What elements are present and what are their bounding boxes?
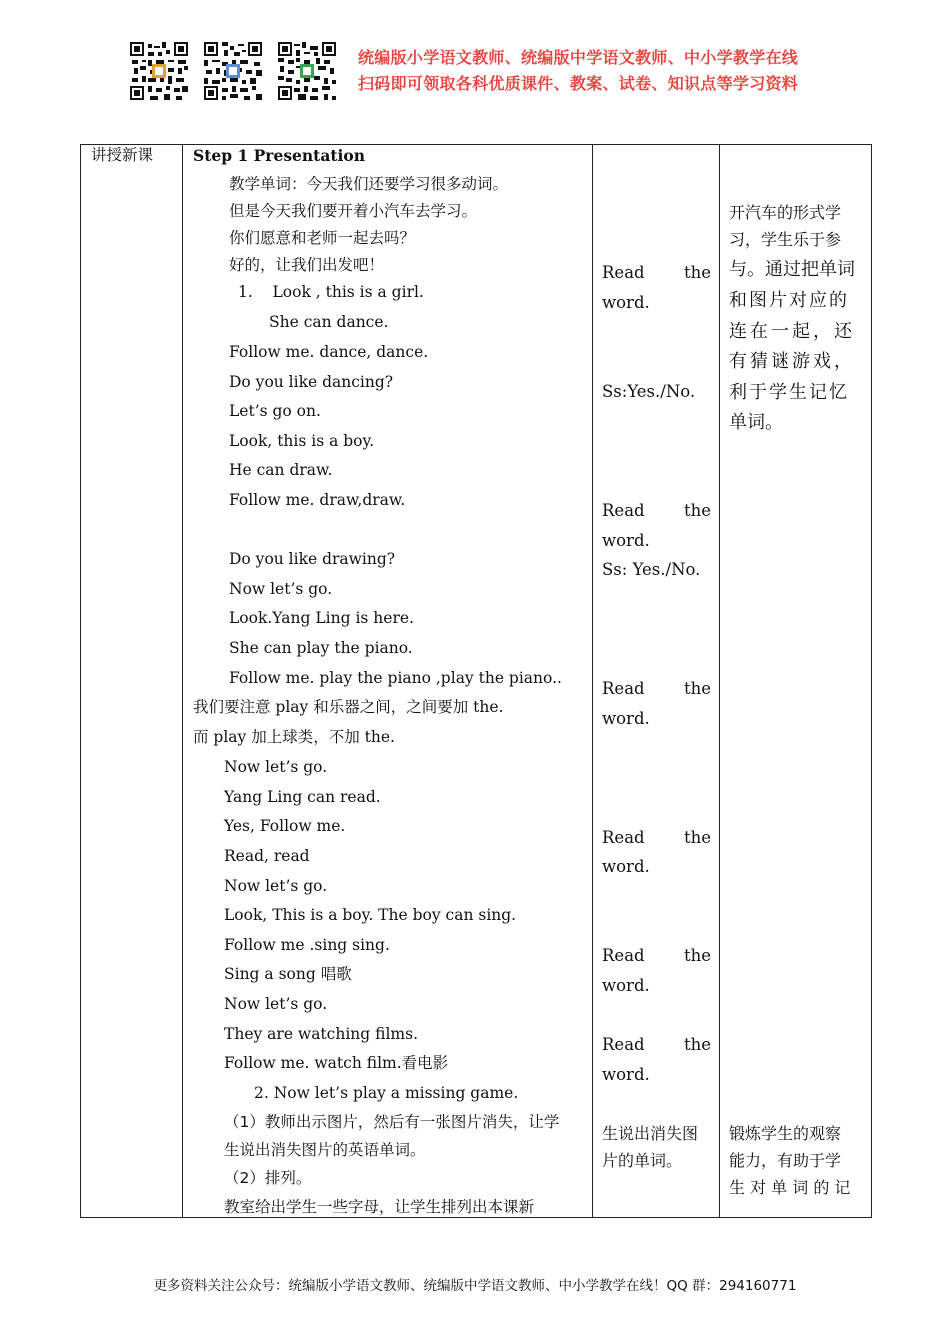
- section-label: 讲授新课: [91, 146, 154, 164]
- qr-code-icon[interactable]: [130, 42, 188, 100]
- teaching-line: Look, this is a boy.: [229, 432, 375, 450]
- activity-word: word.: [602, 531, 650, 550]
- teaching-line: 但是今天我们要开着小汽车去学习。: [229, 202, 478, 220]
- teaching-line: Now let’s go.: [224, 877, 328, 895]
- teaching-line: Follow me .sing sing.: [224, 936, 390, 954]
- teaching-line: Yang Ling can read.: [224, 788, 381, 806]
- teaching-line: 而 play 加上球类，不加 the.: [193, 728, 395, 746]
- activity-text: Read: [602, 501, 645, 520]
- qr-code-icon[interactable]: [204, 42, 262, 100]
- intent-line: 有猜谜游戏，: [729, 351, 855, 372]
- activity-text: Read: [602, 263, 645, 282]
- teaching-line: Follow me. play the piano ,play the piano..: [229, 669, 562, 687]
- intent-line: 和图片对应的: [729, 290, 849, 311]
- teaching-line: 教学单词：今天我们还要学习很多动词。: [229, 175, 509, 193]
- activity-missing-2: 片的单词。: [602, 1151, 683, 1170]
- teaching-line: （2）排列。: [224, 1169, 312, 1187]
- activity-text: the: [683, 828, 711, 847]
- teaching-line: 你们愿意和老师一起去吗？: [229, 229, 416, 247]
- activity-word: word.: [602, 293, 650, 312]
- intent-line: 利于学生记忆: [729, 382, 849, 403]
- activity-read-the: [602, 263, 711, 283]
- section-cell: [81, 145, 183, 1218]
- teaching-line: Now let’s go.: [224, 995, 328, 1013]
- activity-read-the: [602, 501, 711, 521]
- intent-line: 锻炼学生的观察: [729, 1124, 842, 1143]
- teaching-line: Follow me. dance, dance.: [229, 343, 429, 361]
- teaching-line: 1. Look , this is a girl.: [238, 283, 424, 301]
- activity-text: the: [683, 679, 711, 698]
- teaching-content-cell: [183, 145, 593, 1218]
- activity-text: Read: [602, 1035, 645, 1054]
- teaching-line: She can play the piano.: [229, 639, 413, 657]
- activity-text: the: [683, 501, 711, 520]
- table-row: [81, 145, 872, 1218]
- intent-line: 生 对 单 词 的 记: [729, 1178, 851, 1197]
- teaching-line: Let’s go on.: [229, 402, 321, 420]
- activity-text: the: [683, 946, 711, 965]
- activity-read-the: [602, 679, 711, 699]
- teaching-line: Do you like drawing?: [229, 550, 396, 568]
- activity-read-the: [602, 946, 711, 966]
- activity-ss-yes-no: Ss:Yes./No.: [602, 382, 696, 401]
- banner-line-1: 统编版小学语文教师、统编版中学语文教师、中小学教学在线: [358, 48, 799, 67]
- intent-line: 习，学生乐于参: [729, 230, 842, 249]
- activity-ss-yes-no: Ss: Yes./No.: [602, 560, 701, 579]
- activity-read-the: [602, 828, 711, 848]
- activity-word: word.: [602, 709, 650, 728]
- teaching-line: Follow me. draw,draw.: [229, 491, 406, 509]
- activity-word: word.: [602, 976, 650, 995]
- intent-line: 能力，有助于学: [729, 1151, 842, 1170]
- activity-text: Read: [602, 828, 645, 847]
- teaching-line: Now let’s go.: [224, 758, 328, 776]
- activity-missing-1: 生说出消失图: [602, 1124, 699, 1143]
- student-activity-cell: [593, 145, 720, 1218]
- qr-code-3-icon: [278, 42, 336, 100]
- teaching-line: Sing a song 唱歌: [224, 965, 352, 983]
- activity-read-the: [602, 1035, 711, 1055]
- teaching-line: Look, This is a boy. The boy can sing.: [224, 906, 517, 924]
- teaching-line: 生说出消失图片的英语单词。: [224, 1141, 426, 1159]
- qr-code-2-icon: [204, 42, 262, 100]
- teaching-line: 好的，让我们出发吧！: [229, 256, 385, 274]
- qr-code-1-icon: [130, 42, 188, 100]
- qr-code-icon[interactable]: [278, 42, 336, 100]
- design-intent-cell: [720, 145, 872, 1218]
- banner-line-2: 扫码即可领取各科优质课件、教案、试卷、知识点等学习资料: [358, 74, 799, 93]
- intent-line: 单词。: [729, 412, 783, 433]
- activity-text: the: [683, 263, 711, 282]
- activity-text: the: [683, 1035, 711, 1054]
- teaching-line: 2. Now let’s play a missing game.: [254, 1084, 519, 1102]
- teaching-line: Look.Yang Ling is here.: [229, 609, 414, 627]
- teaching-line: 我们要注意 play 和乐器之间，之间要加 the.: [193, 698, 504, 716]
- teaching-line: Now let’s go.: [229, 580, 333, 598]
- teaching-line: Read, read: [224, 847, 310, 865]
- activity-word: word.: [602, 857, 650, 876]
- activity-word: word.: [602, 1065, 650, 1084]
- intent-line: 连在一起，还: [729, 321, 855, 342]
- intent-line: 开汽车的形式学: [729, 203, 842, 222]
- teaching-line: Follow me. watch film.看电影: [224, 1054, 449, 1072]
- teaching-line: They are watching films.: [224, 1025, 418, 1043]
- teaching-line: She can dance.: [269, 313, 389, 331]
- step-title: Step 1 Presentation: [193, 146, 366, 165]
- footer-text: 更多资料关注公众号：统编版小学语文教师、统编版中学语文教师、中小学教学在线！QQ 群：294160771: [153, 1278, 797, 1294]
- banner-text: [358, 45, 798, 97]
- teaching-line: 教室给出学生一些字母，让学生排列出本课新: [224, 1198, 535, 1216]
- intent-line: 与。通过把单词: [729, 259, 855, 280]
- header-banner: [130, 40, 798, 102]
- teaching-line: Do you like dancing?: [229, 373, 394, 391]
- lesson-plan-table: [80, 144, 872, 1218]
- teaching-line: （1）教师出示图片，然后有一张图片消失，让学: [224, 1113, 560, 1131]
- activity-text: Read: [602, 946, 645, 965]
- teaching-line: He can draw.: [229, 461, 333, 479]
- teaching-line: Yes, Follow me.: [224, 817, 346, 835]
- activity-text: Read: [602, 679, 645, 698]
